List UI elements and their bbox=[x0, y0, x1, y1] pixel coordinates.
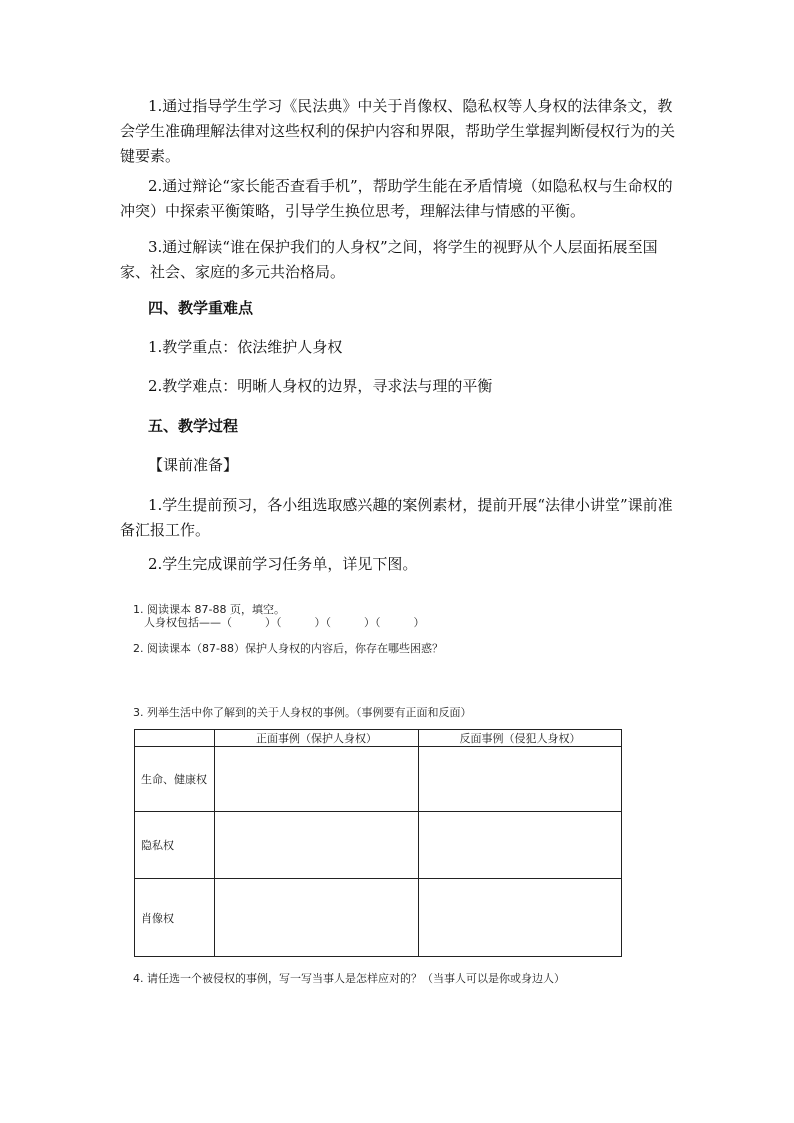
objective-1: 1.通过指导学生学习《民法典》中关于肖像权、隐私权等人身权的法律条文，教会学生准确理解法律对这些权利的保护内容和界限，帮助学生掌握判断侵权行为的关键要素。 bbox=[120, 97, 676, 165]
cell-negative-portrait bbox=[419, 879, 622, 957]
section-4-title: 四、教学重难点 bbox=[148, 299, 254, 317]
row-label-life-health: 生命、健康权 bbox=[135, 747, 215, 812]
cell-negative-life-health bbox=[419, 747, 622, 812]
pre-class-heading: 【课前准备】 bbox=[148, 456, 239, 474]
difficult-point: 2.教学难点：明晰人身权的边界，寻求法与理的平衡 bbox=[148, 377, 493, 395]
cell-negative-privacy bbox=[419, 812, 622, 879]
worksheet-q3: 3. 列举生活中你了解到的关于人身权的事例。（事例要有正面和反面） bbox=[133, 706, 472, 719]
objective-2: 2.通过辩论“家长能否查看手机”，帮助学生能在矛盾情境（如隐私权与生命权的冲突）中探索平衡策略，引导学生换位思考，理解法律与情感的平衡。 bbox=[120, 177, 673, 220]
worksheet-q1: 1. 阅读课本 87-88 页，填空。 bbox=[133, 603, 285, 616]
cell-positive-life-health bbox=[215, 747, 419, 812]
cell-positive-portrait bbox=[215, 879, 419, 957]
worksheet-q1-fill: 人身权包括——（ ）（ ）（ ）（ ） bbox=[144, 616, 425, 629]
table-header-positive: 正面事例（保护人身权） bbox=[215, 730, 419, 747]
section-5-title: 五、教学过程 bbox=[148, 417, 239, 435]
row-label-portrait: 肖像权 bbox=[135, 879, 215, 957]
pre-class-item-1: 1.学生提前预习，各小组选取感兴趣的案例素材，提前开展“法律小讲堂”课前准备汇报工作。 bbox=[120, 496, 673, 539]
worksheet-table bbox=[134, 729, 622, 957]
row-label-privacy: 隐私权 bbox=[135, 812, 215, 879]
table-header-negative: 反面事例（侵犯人身权） bbox=[419, 730, 622, 747]
objective-3: 3.通过解读“谁在保护我们的人身权”之间，将学生的视野从个人层面拓展至国家、社会、家庭的多元共治格局。 bbox=[120, 238, 658, 281]
key-point: 1.教学重点：依法维护人身权 bbox=[148, 338, 343, 356]
worksheet-q4: 4. 请任选一个被侵权的事例，写一写当事人是怎样应对的？（当事人可以是你或身边人） bbox=[133, 972, 565, 985]
worksheet-q2: 2. 阅读课本（87-88）保护人身权的内容后，你存在哪些困惑？ bbox=[133, 642, 443, 655]
cell-positive-privacy bbox=[215, 812, 419, 879]
table-header-blank bbox=[135, 730, 215, 747]
pre-class-item-2: 2.学生完成课前学习任务单，详见下图。 bbox=[148, 555, 418, 573]
